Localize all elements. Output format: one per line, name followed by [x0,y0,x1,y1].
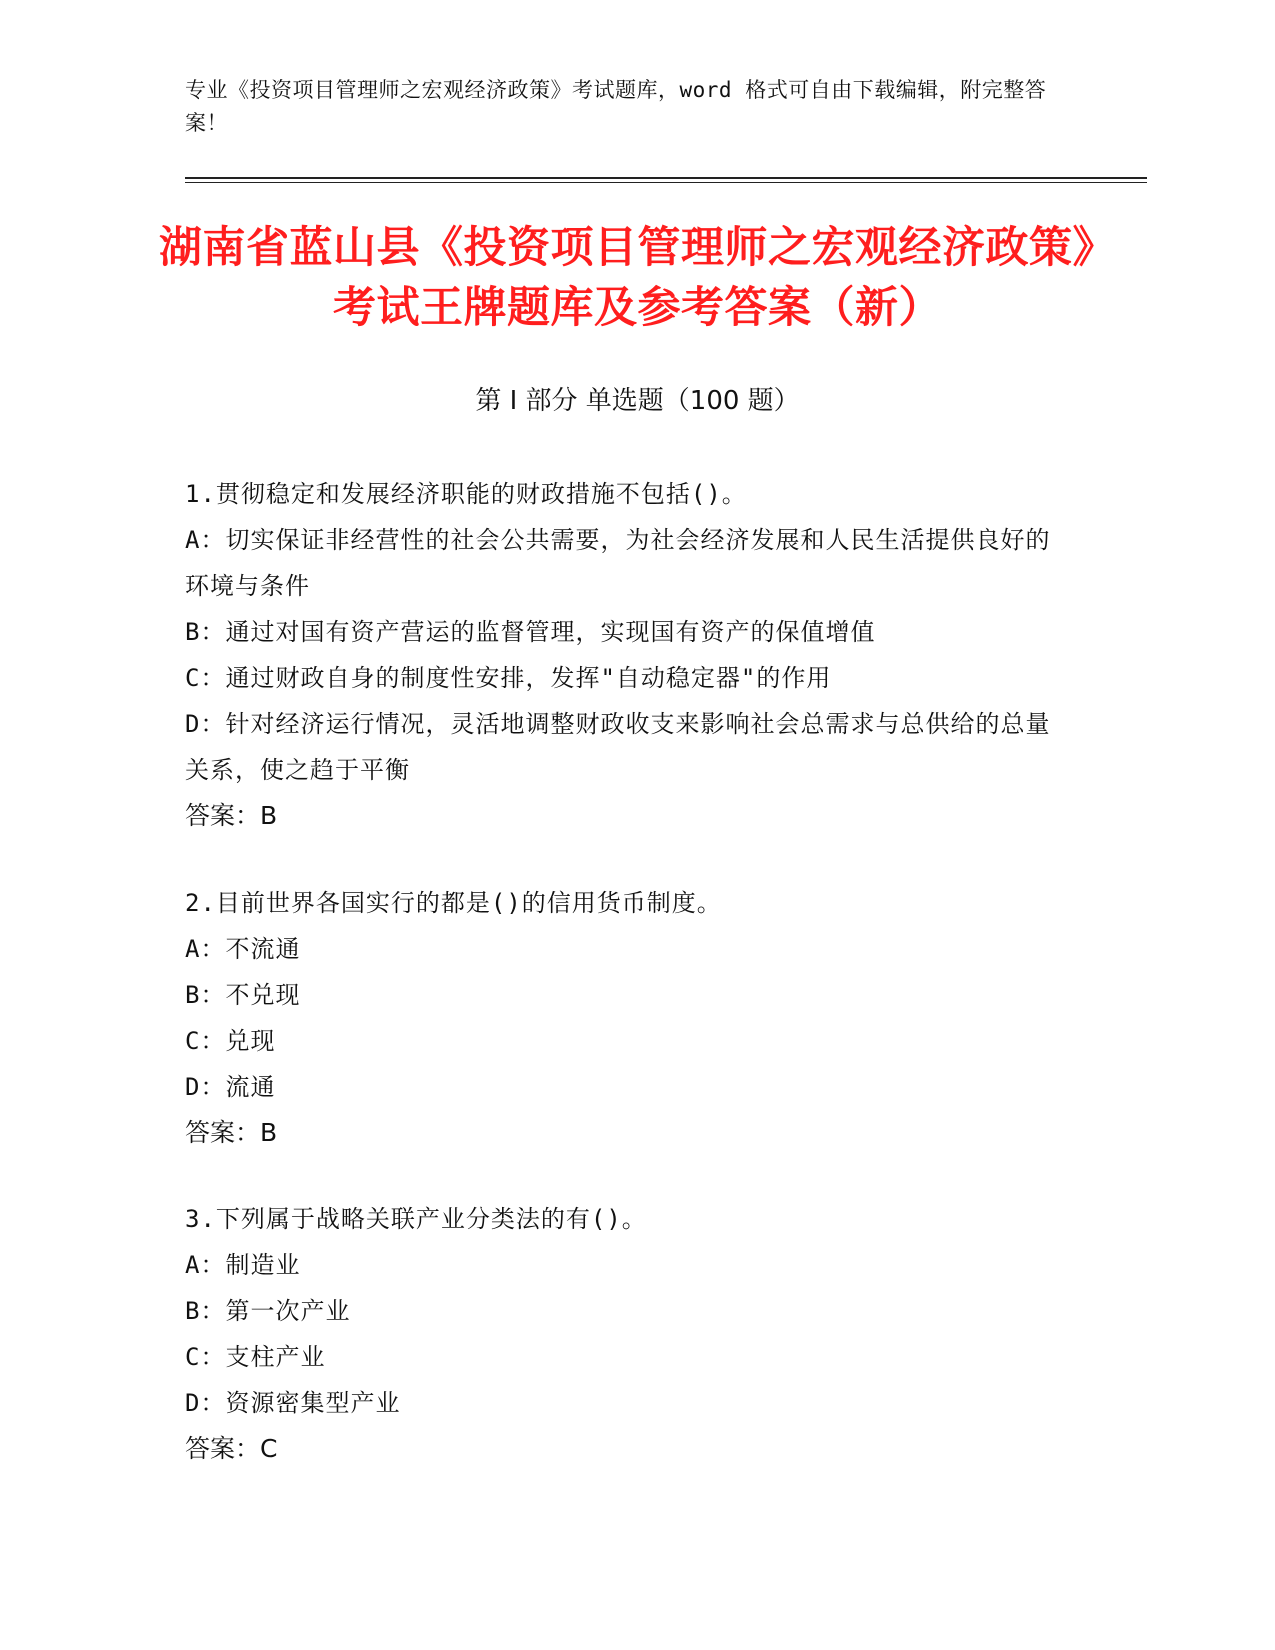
document-title: 湖南省蓝山县《投资项目管理师之宏观经济政策》考试王牌题库及参考答案（新） [159,223,1116,333]
option-c: C：兑现 [185,1027,276,1055]
option-d: D：针对经济运行情况，灵活地调整财政收支来影响社会总需求与总供给的总量关系，使之趋于平衡 [185,710,1051,784]
header-note: 专业《投资项目管理师之宏观经济政策》考试题库，word 格式可自由下载编辑，附完整答案！ [185,78,1047,135]
answer: 答案：C [185,1434,278,1463]
section-heading: 第 I 部分 单选题（100 题） [475,386,800,416]
option-d: D：流通 [185,1073,276,1101]
option-c: C：支柱产业 [185,1343,326,1371]
option-b: B：通过对国有资产营运的监督管理，实现国有资产的保值增值 [185,618,876,646]
option-a: A：不流通 [185,935,301,963]
question-2 [185,880,1065,1156]
option-b: B：不兑现 [185,981,301,1009]
question-stem: 2.目前世界各国实行的都是()的信用货币制度。 [185,889,722,917]
question-stem: 3.下列属于战略关联产业分类法的有()。 [185,1205,647,1233]
option-d: D：资源密集型产业 [185,1389,401,1417]
question-1 [185,471,1065,839]
header-divider-thin [185,182,1147,183]
question-3 [185,1196,1065,1472]
option-c: C：通过财政自身的制度性安排，发挥"自动稳定器"的作用 [185,664,832,692]
option-b: B：第一次产业 [185,1297,351,1325]
question-stem: 1.贯彻稳定和发展经济职能的财政措施不包括()。 [185,480,747,508]
answer: 答案：B [185,1118,278,1147]
option-a: A：切实保证非经营性的社会公共需要，为社会经济发展和人民生活提供良好的环境与条件 [185,526,1051,600]
answer: 答案：B [185,801,278,830]
option-a: A：制造业 [185,1251,301,1279]
header-divider-thick [185,177,1147,179]
